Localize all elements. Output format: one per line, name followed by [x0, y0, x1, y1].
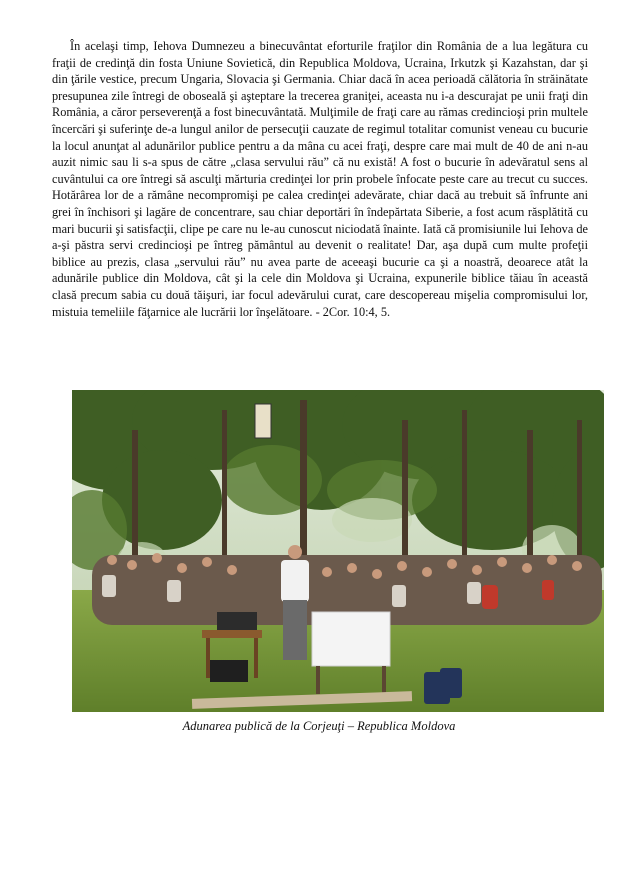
article-paragraph: În acelaşi timp, Iehova Dumnezeu a binecuvântat eforturile fraţilor din România de a lua legătura cu fraţii de credinţă din fosta Uniune Sovietică, din Republica Moldova, Ucraina, Irkutzk şi Kazahstan, dar şi din ţările vestice, precum Ungaria, Slovacia şi Germania. Chiar dacă în acea perioadă călătoria în străinătate presupunea zile întregi de oboseală şi aşteptare la trecerea graniţei, aceasta nu i-a descurajat pe unii fraţi din România, a căror perseverenţă a fost binecuvântată. Mulţimile de fraţi care au rămas credincioşi prin multele încercări şi suferinţe de-a lungul anilor de persecuţii cauzate de regimul totalitar comunist veneau cu bucurie la locul anunţat al adunărilor publice pentru a da mâna cu acei fraţi, despre care mai mult de 40 de ani n-au auzit nimic sau li s-a spus de către „clasa servului rău” că nu există! A fost o bucurie în adevăratul sens al cuvântului ca ore întregi să asculţi mărturia credinţei lor prin probele înfocate peste care au trecut cu succes. Hotărârea lor de a rămâne necompromişi pe calea credinţei adevărate, chiar dacă au trebuit să înfrunte ani grei în închisori şi lagăre de concentrare, sau chiar deportări în îndepărtata Siberie, a fost acum răsplătită cu mari bucurii şi satisfacţii, clipe pe care nu le-au cunoscut niciodată înainte. Iată că promisiunile lui Iehova de a-şi păstra servi credincioşi pe întreg pământul au devenit o realitate! Dar, aşa după cum multe profeţii biblice au prezis, clasa „servului rău” nu avea parte de aceeaşi bucurie ca şi a noastră, deoarece atât la adunările publice din Moldova, cât şi la cele din Moldova şi Ucraina, expunerile biblice tăiau în această clasă precum sabia cu două tăişuri, iar focul adevărului curat, care descopereau mişelia compromisului lor, mistuia temeliile făţarnice ale lucrării lor înşelătoare. - 2Cor. 10:4, 5.: [52, 39, 588, 319]
photo-caption: Adunarea publică de la Corjeuţi – Republica Moldova: [182, 719, 456, 733]
speaker: [281, 545, 309, 660]
assembly-photo: [72, 390, 604, 712]
assembly-photo-illustration: [72, 390, 604, 712]
